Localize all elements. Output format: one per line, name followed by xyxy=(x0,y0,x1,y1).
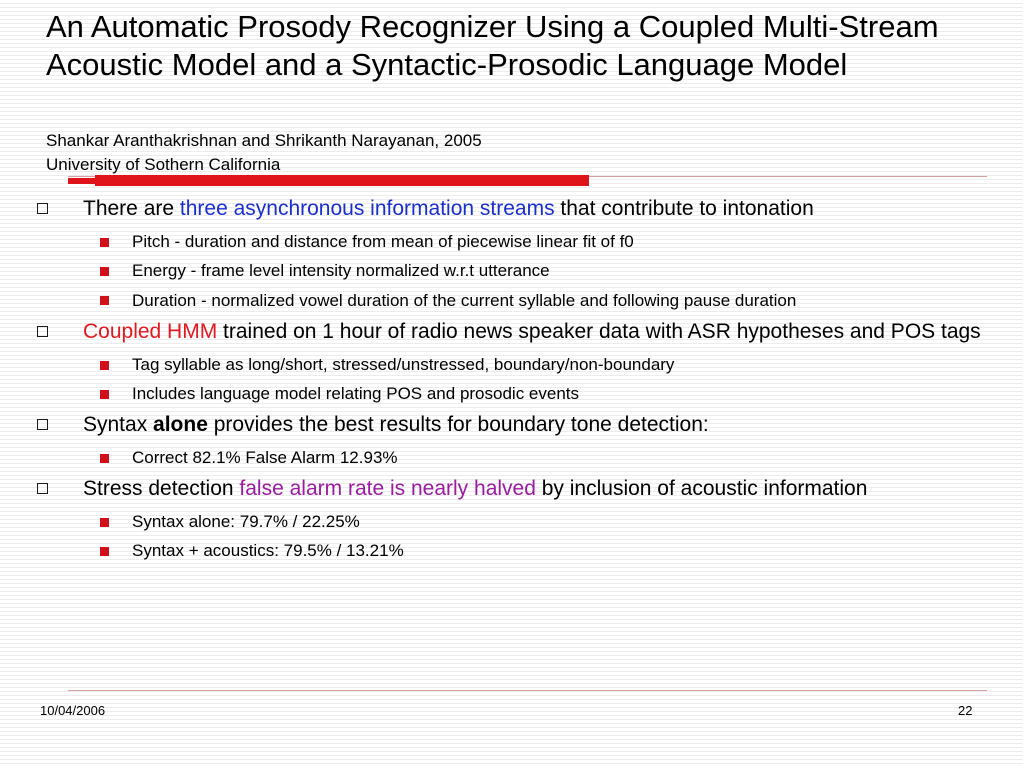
sub-bullet-item xyxy=(0,447,1023,469)
sub-bullet-item xyxy=(0,289,1023,312)
filled-square-bullet-icon xyxy=(100,454,109,463)
hollow-square-bullet-icon xyxy=(37,483,48,494)
slide-title: An Automatic Prosody Recognizer Using a Coupled Multi-Stream Acoustic Model and a Syntactic-Prosodic Language Model xyxy=(46,9,939,82)
slide-authors: Shankar Aranthakrishnan and Shrikanth Narayanan, 2005 xyxy=(46,131,482,150)
title-accent-bar xyxy=(95,175,589,186)
sub-bullet-text: Correct 82.1% False Alarm 12.93% xyxy=(132,448,398,467)
filled-square-bullet-icon xyxy=(100,390,109,399)
sub-bullet-item xyxy=(0,231,1023,253)
bullet-highlight: Coupled HMM xyxy=(83,320,218,343)
sub-bullet-text: Syntax alone: 79.7% / 22.25% xyxy=(132,512,360,531)
bullet-text-post: provides the best results for boundary tone detection: xyxy=(207,413,709,436)
sub-bullet-item xyxy=(0,540,1023,562)
slide-affiliation: University of Sothern California xyxy=(46,155,281,174)
title-accent-bar-left xyxy=(68,178,95,184)
filled-square-bullet-icon xyxy=(100,267,109,276)
filled-square-bullet-icon xyxy=(100,547,109,556)
sub-bullet-text: Tag syllable as long/short, stressed/unstressed, boundary/non-boundary xyxy=(132,355,675,374)
sub-bullet-text: Pitch - duration and distance from mean of piecewise linear fit of f0 xyxy=(132,232,634,251)
bullet-item xyxy=(0,196,1023,222)
sub-bullet-text: Syntax + acoustics: 79.5% / 13.21% xyxy=(132,541,404,560)
sub-bullet-item xyxy=(0,260,1023,282)
bullet-text-pre: Syntax xyxy=(83,413,154,436)
filled-square-bullet-icon xyxy=(100,361,109,370)
slide-body xyxy=(0,196,1023,569)
hollow-square-bullet-icon xyxy=(37,419,48,430)
hollow-square-bullet-icon xyxy=(37,203,48,214)
bullet-text-post: by inclusion of acoustic information xyxy=(535,477,868,500)
bullet-text-post: that contribute to intonation xyxy=(554,197,814,220)
bullet-highlight: alone xyxy=(153,413,208,436)
bullet-text-post: trained on 1 hour of radio news speaker data with ASR hypotheses and POS tags xyxy=(217,320,981,343)
bullet-item xyxy=(0,412,1023,438)
sub-bullet-item xyxy=(0,511,1023,533)
footer-divider-line xyxy=(68,690,987,691)
bullet-text-pre: Stress detection xyxy=(83,477,240,500)
bullet-item xyxy=(0,476,1023,502)
sub-bullet-item xyxy=(0,354,1023,376)
sub-bullet-text: Includes language model relating POS and prosodic events xyxy=(132,384,580,403)
bullet-item xyxy=(0,319,1023,345)
bullet-highlight: false alarm rate is nearly halved xyxy=(239,477,536,500)
sub-bullet-item xyxy=(0,383,1023,405)
filled-square-bullet-icon xyxy=(100,518,109,527)
sub-bullet-text: Energy - frame level intensity normalized w.r.t utterance xyxy=(132,261,550,280)
slide-number: 22 xyxy=(958,703,973,718)
footer-date: 10/04/2006 xyxy=(40,703,106,718)
filled-square-bullet-icon xyxy=(100,296,109,305)
bullet-highlight: three asynchronous information streams xyxy=(179,197,555,220)
hollow-square-bullet-icon xyxy=(37,326,48,337)
filled-square-bullet-icon xyxy=(100,238,109,247)
sub-bullet-text: Duration - normalized vowel duration of the current syllable and following pause duration xyxy=(132,291,797,310)
bullet-text-pre: There are xyxy=(83,197,180,220)
